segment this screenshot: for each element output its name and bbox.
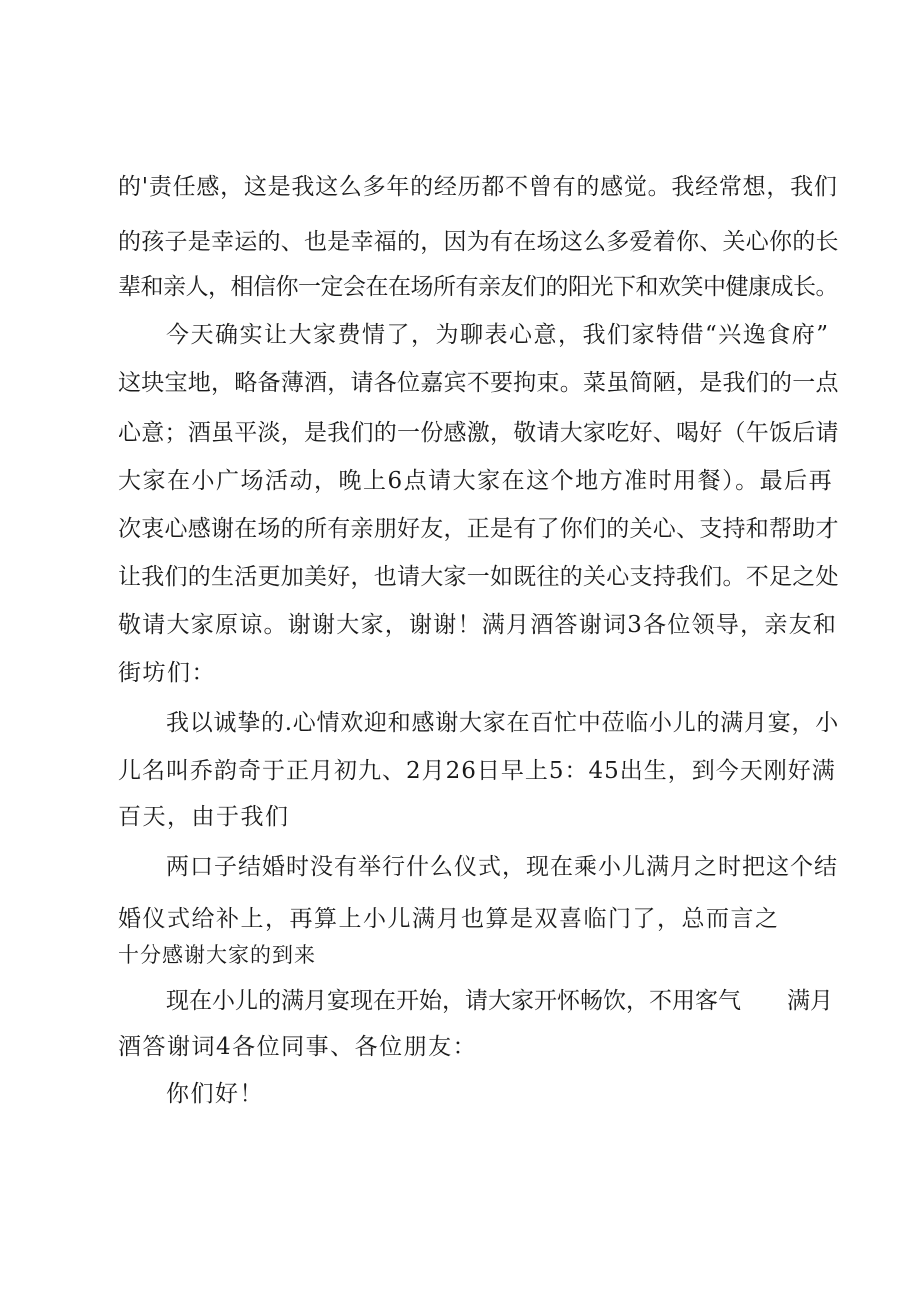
text-line: 婚仪式给补上，再算上小儿满月也算是双喜临门了，总而言之 — [118, 906, 780, 932]
text-line: 的'责任感，这是我这么多年的经历都不曾有的感觉。我经常想，我们 — [118, 174, 838, 200]
text-line: 辈和亲人，相信你一定会在在场所有亲友们的阳光下和欢笑中健康成长。 — [118, 274, 838, 300]
text-line: 我以诚挚的.心情欢迎和感谢大家在百忙中莅临小儿的满月宴，小 — [166, 710, 840, 736]
text-line: 你们好！ — [166, 1081, 264, 1107]
text-line: 酒答谢词4各位同事、各位朋友： — [118, 1034, 478, 1060]
text-line: 两口子结婚时没有举行什么仪式，现在乘小儿满月之时把这个结 — [166, 854, 838, 880]
text-line: 今天确实让大家费情了，为聊表心意，我们家特借“兴逸食府” — [166, 322, 830, 348]
text-line: 百天，由于我们 — [118, 804, 290, 830]
text-line: 次衷心感谢在场的所有亲朋好友，正是有了你们的关心、支持和帮助才 — [118, 516, 839, 542]
text-line: 让我们的生活更加美好，也请大家一如既往的关心支持我们。不足之处 — [118, 564, 839, 590]
text-line: 现在小儿的满月宴现在开始，请大家开怀畅饮，不用客气 满月 — [166, 988, 833, 1014]
text-line: 十分感谢大家的到来 — [118, 943, 316, 967]
text-line: 的孩子是幸运的、也是幸福的，因为有在场这么多爱着你、关心你的长 — [118, 229, 839, 255]
text-line: 这块宝地，略备薄酒，请各位嘉宾不要拘束。菜虽简陋，是我们的一点 — [118, 370, 839, 396]
text-line: 街坊们： — [118, 660, 216, 686]
text-line: 敬请大家原谅。谢谢大家，谢谢！满月酒答谢词3各位领导，亲友和 — [118, 612, 838, 638]
text-line: 大家在小广场活动，晚上6点请大家在这个地方准时用餐）。最后再 — [118, 468, 834, 494]
text-line: 心意；酒虽平淡，是我们的一份感激，敬请大家吃好、喝好（午饭后请 — [118, 420, 839, 446]
text-line: 儿名叫乔韵奇于正月初九、2月26日早上5：45出生，到今天刚好满 — [118, 758, 836, 784]
